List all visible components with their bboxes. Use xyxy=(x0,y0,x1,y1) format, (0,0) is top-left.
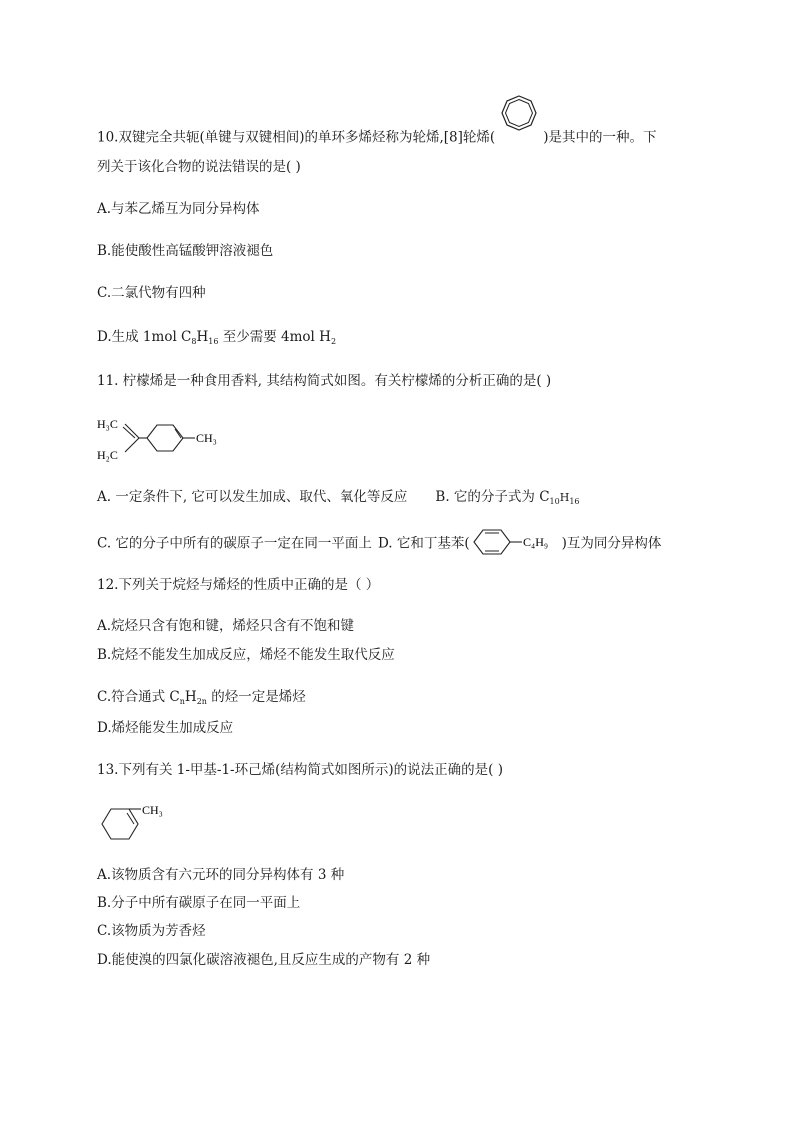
q10-option-c: C.二氯代物有四种 xyxy=(97,285,206,301)
q12-stem: 12.下列关于烷烃与烯烃的性质中正确的是（ ） xyxy=(97,577,380,593)
q11-option-c: C. 它的分子中所有的碳原子一定在同一平面上 xyxy=(97,535,372,552)
q12-c-sub1: n xyxy=(179,697,185,706)
q12-c-suffix: 的烃一定是烯烃 xyxy=(206,689,306,705)
q11-b-sub1: 10 xyxy=(549,497,560,506)
q11-b-sub2: 16 xyxy=(569,497,580,506)
q10-d-sub2: 16 xyxy=(208,337,219,346)
q12-c-mid: H xyxy=(184,689,197,705)
limonene-h3c-label: H₃C xyxy=(97,417,118,431)
q10-d-prefix: D.生成 1mol C xyxy=(97,329,192,345)
q10-option-a: A.与苯乙烯互为同分异构体 xyxy=(97,201,260,217)
cyclooctatetraene-figure xyxy=(495,128,543,148)
limonene-h2c-label: H₂C xyxy=(97,448,118,462)
q12-option-b: B.烷烃不能发生加成反应，烯烃不能发生取代反应 xyxy=(97,647,395,663)
q12-c-prefix: C.符合通式 C xyxy=(97,689,180,705)
limonene-ch3-label: CH₃ xyxy=(196,431,217,445)
q10-option-b: B.能使酸性高锰酸钾溶液褪色 xyxy=(97,243,274,259)
q13-option-a: A.该物质含有六元环的同分异构体有 3 种 xyxy=(97,867,345,883)
q10-stem-part2: )是其中的一种。下 xyxy=(543,129,657,146)
q12-option-d: D.烯烃能发生加成反应 xyxy=(97,720,234,736)
methylcyclohexene-structure xyxy=(97,800,177,848)
q12-option-a: A.烷烃只含有饱和键，烯烃只含有不饱和键 xyxy=(97,618,355,634)
q11-b-mid: H xyxy=(559,491,570,504)
q11-option-b-prefix: B. 它的分子式为 C xyxy=(435,489,550,505)
q10-d-mid2: 至少需要 4mol H xyxy=(218,329,331,345)
butyl-label: C₄H₉ xyxy=(522,535,548,549)
q11-option-a: A. 一定条件下, 它可以发生加成、取代、氧化等反应 xyxy=(97,489,408,505)
q10-stem-line1 xyxy=(97,128,656,148)
q11-options-cd xyxy=(97,534,661,554)
q13-option-d: D.能使溴的四氯化碳溶液褪色,且反应生成的产物有 2 种 xyxy=(97,952,431,968)
q12-option-c xyxy=(97,688,306,706)
q12-c-sub2: 2n xyxy=(196,697,207,706)
q10-d-mid: H xyxy=(196,329,209,345)
q10-d-sub1: 8 xyxy=(191,337,197,346)
q13-option-c: C.该物质为芳香烃 xyxy=(97,923,206,939)
methyl-label: CH₃ xyxy=(142,803,163,817)
q10-option-d xyxy=(97,328,336,346)
q13-stem: 13.下列有关 1-甲基-1-环己烯(结构简式如图所示)的说法正确的是( ) xyxy=(97,762,503,778)
limonene-structure xyxy=(97,410,237,466)
q13-option-b: B.分子中所有碳原子在同一平面上 xyxy=(97,895,301,911)
q11-option-d-prefix: D. 它和丁基苯( xyxy=(377,535,470,552)
q11-options-ab xyxy=(97,488,580,507)
q10-stem-line2: 列关于该化合物的说法错误的是( ) xyxy=(97,159,301,175)
q11-stem: 11. 柠檬烯是一种食用香料, 其结构简式如图。有关柠檬烯的分析正确的是( ) xyxy=(97,373,552,389)
q10-d-sub3: 2 xyxy=(330,337,337,346)
butylbenzene-figure xyxy=(470,534,562,554)
q10-stem-part1: 10.双键完全共轭(单键与双键相间)的单环多烯烃称为轮烯,[8]轮烯( xyxy=(97,129,496,146)
q11-option-d-suffix: )互为同分异构体 xyxy=(561,535,662,552)
